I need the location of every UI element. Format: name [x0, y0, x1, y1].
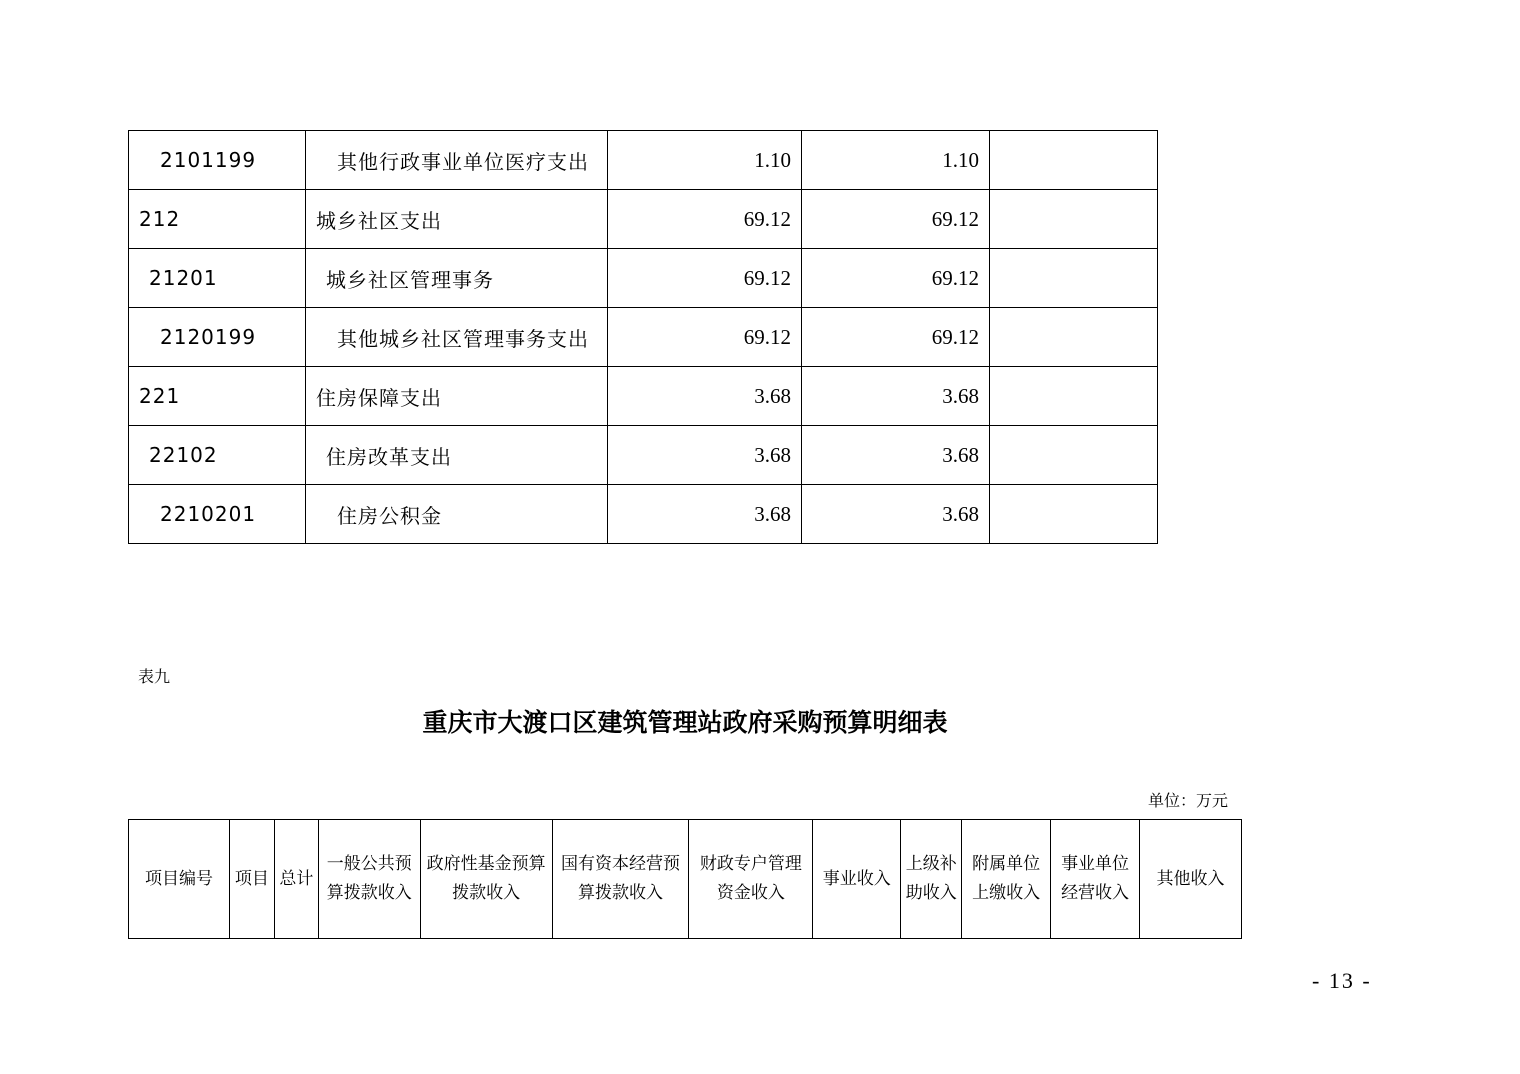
subject-name: 其他行政事业单位医疗支出 [306, 131, 608, 190]
subject-name: 住房公积金 [306, 485, 608, 544]
procurement-table [128, 819, 1242, 939]
header-general-budget: 一般公共预算拨款收入 [318, 820, 420, 939]
project-value [990, 131, 1158, 190]
header-other-income: 其他收入 [1140, 820, 1242, 939]
table-row [129, 485, 1158, 544]
table-header-row [129, 820, 1242, 939]
project-value [990, 485, 1158, 544]
table-row [129, 308, 1158, 367]
table-row [129, 249, 1158, 308]
total-value: 69.12 [608, 190, 802, 249]
header-total: 总计 [274, 820, 318, 939]
project-value [990, 190, 1158, 249]
project-value [990, 426, 1158, 485]
total-value: 3.68 [608, 367, 802, 426]
subject-name: 城乡社区管理事务 [306, 249, 608, 308]
table-row [129, 190, 1158, 249]
unit-label: 单位：万元 [1148, 791, 1229, 810]
header-affiliated-units: 附属单位上缴收入 [962, 820, 1051, 939]
subject-name: 住房改革支出 [306, 426, 608, 485]
header-state-capital: 国有资本经营预算拨款收入 [552, 820, 689, 939]
subject-code: 22102 [129, 426, 306, 485]
basic-value: 69.12 [802, 308, 990, 367]
project-value [990, 249, 1158, 308]
basic-value: 3.68 [802, 367, 990, 426]
table-number: 表九 [138, 667, 171, 686]
subject-code: 212 [129, 190, 306, 249]
basic-value: 69.12 [802, 249, 990, 308]
subject-name: 城乡社区支出 [306, 190, 608, 249]
project-value [990, 308, 1158, 367]
total-value: 69.12 [608, 308, 802, 367]
header-operating-income: 事业单位经营收入 [1051, 820, 1140, 939]
header-project: 项目 [229, 820, 274, 939]
project-value [990, 367, 1158, 426]
expense-table [128, 130, 1158, 544]
total-value: 3.68 [608, 426, 802, 485]
basic-value: 3.68 [802, 426, 990, 485]
header-project-code: 项目编号 [129, 820, 230, 939]
header-business-income: 事业收入 [813, 820, 901, 939]
basic-value: 3.68 [802, 485, 990, 544]
subject-code: 21201 [129, 249, 306, 308]
basic-value: 1.10 [802, 131, 990, 190]
subject-code: 2120199 [129, 308, 306, 367]
header-superior-subsidy: 上级补助收入 [901, 820, 962, 939]
total-value: 3.68 [608, 485, 802, 544]
header-special-account: 财政专户管理资金收入 [689, 820, 813, 939]
basic-value: 69.12 [802, 190, 990, 249]
subject-code: 221 [129, 367, 306, 426]
table-row [129, 426, 1158, 485]
header-government-fund: 政府性基金预算拨款收入 [420, 820, 552, 939]
subject-name: 其他城乡社区管理事务支出 [306, 308, 608, 367]
subject-name: 住房保障支出 [306, 367, 608, 426]
total-value: 1.10 [608, 131, 802, 190]
table-row [129, 131, 1158, 190]
total-value: 69.12 [608, 249, 802, 308]
subject-code: 2210201 [129, 485, 306, 544]
page-title: 重庆市大渡口区建筑管理站政府采购预算明细表 [422, 708, 948, 737]
table-row [129, 367, 1158, 426]
subject-code: 2101199 [129, 131, 306, 190]
page-number: - 13 - [1312, 968, 1372, 993]
